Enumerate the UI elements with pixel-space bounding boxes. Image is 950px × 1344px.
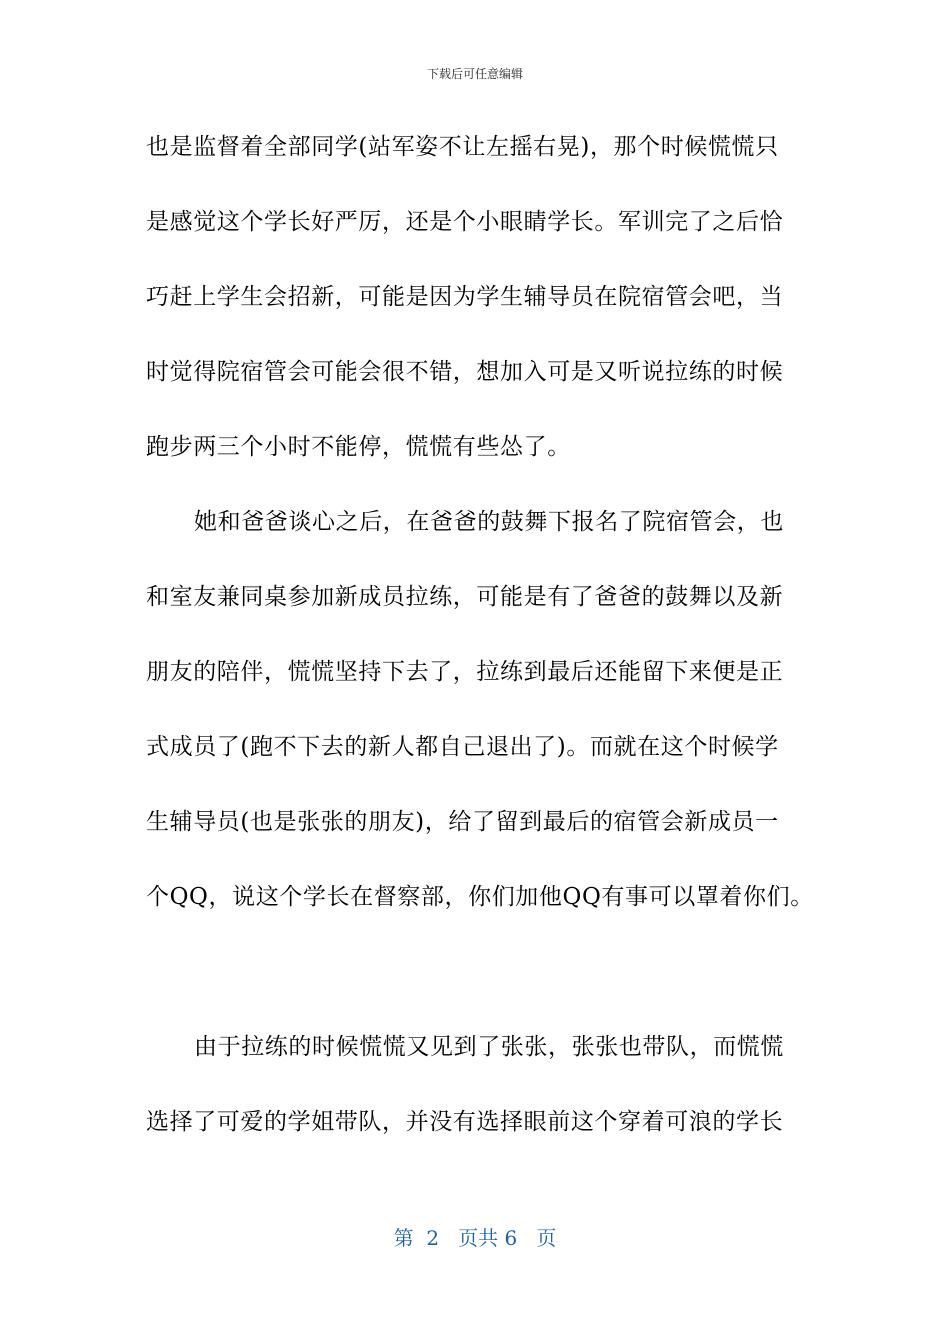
- paragraph-1: [146, 118, 806, 493]
- text-line: 朋友的陪伴，慌慌坚持下去了，拉练到最后还能留下来便是正: [146, 659, 784, 685]
- text-line: 式成员了(跑不下去的新人都自己退出了)。而就在这个时候学: [146, 734, 779, 760]
- text-line: 是感觉这个学长好严厉，还是个小眼睛学长。军训完了之后恰: [146, 209, 784, 235]
- text-line: 时觉得院宿管会可能会很不错，想加入可是又听说拉练的时候: [146, 359, 784, 385]
- text-line: 由于拉练的时候慌慌又见到了张张，张张也带队，而慌慌: [194, 1034, 784, 1060]
- text-line: 跑步两三个小时不能停，慌慌有些怂了。: [146, 434, 571, 460]
- page-number-footer: 第 2 页共 6 页: [393, 1226, 557, 1250]
- text-line: 她和爸爸谈心之后，在爸爸的鼓舞下报名了院宿管会，也: [194, 509, 784, 535]
- page-header: 下载后可任意编辑: [426, 67, 523, 81]
- document-body: [146, 118, 814, 1168]
- text-line: 也是监督着全部同学(站军姿不让左摇右晃)，那个时候慌慌只: [146, 134, 779, 160]
- text-line: 巧赶上学生会招新，可能是因为学生辅导员在院宿管会吧，当: [146, 284, 784, 310]
- paragraph-3: [146, 1018, 806, 1168]
- paragraph-spacer: [146, 943, 806, 1018]
- text-line: 选择了可爱的学姐带队，并没有选择眼前这个穿着可浪的学长: [146, 1109, 784, 1135]
- text-line: 和室友兼同桌参加新成员拉练，可能是有了爸爸的鼓舞以及新: [146, 584, 784, 610]
- paragraph-2: [146, 493, 814, 943]
- text-line: 个QQ，说这个学长在督察部，你们加他QQ有事可以罩着你们。: [146, 884, 814, 910]
- text-line: 生辅导员(也是张张的朋友)，给了留到最后的宿管会新成员一: [146, 809, 779, 835]
